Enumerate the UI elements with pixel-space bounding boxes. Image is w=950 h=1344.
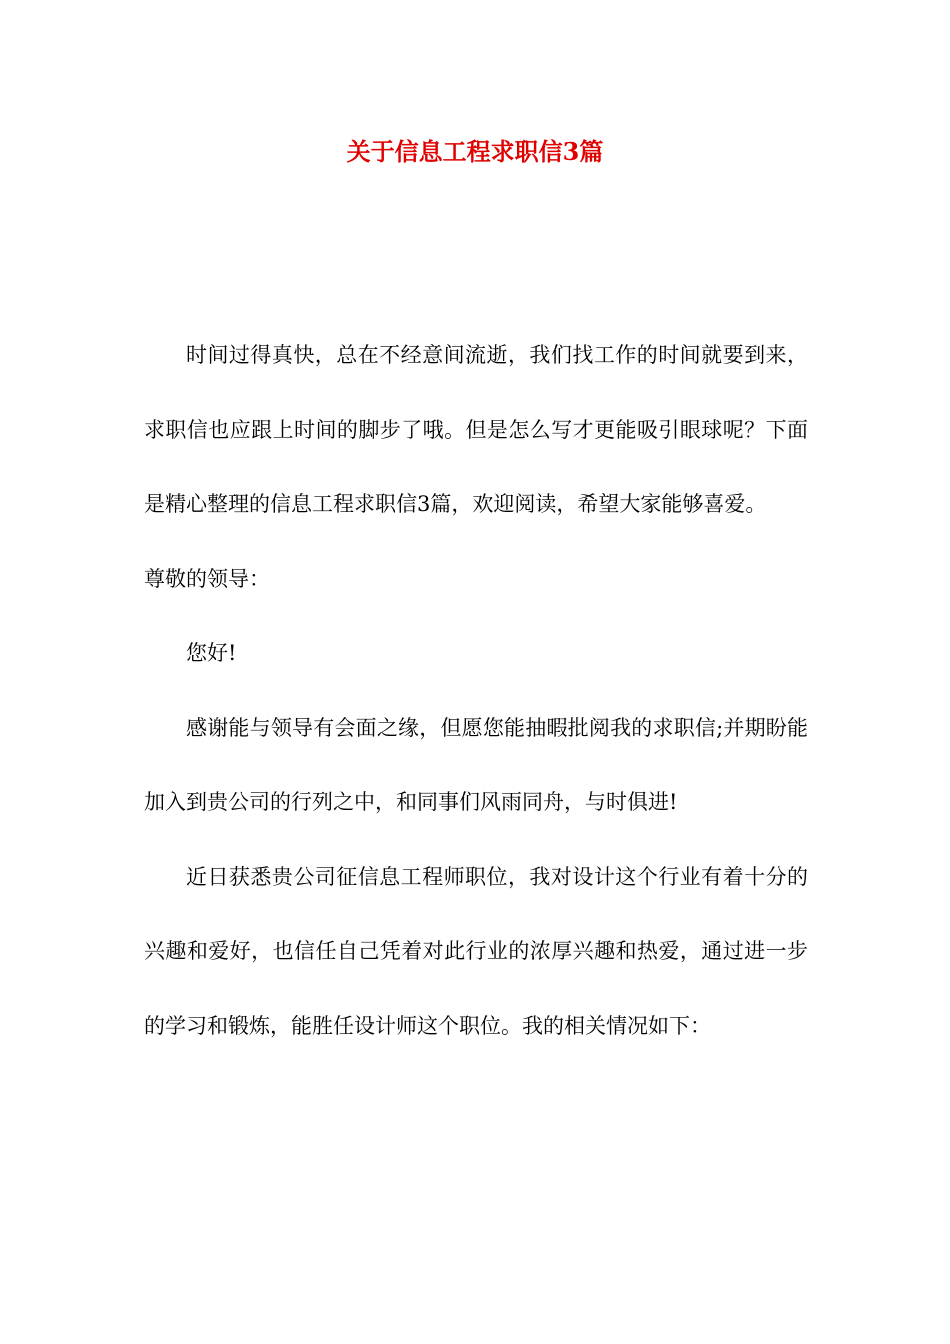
paragraph-greeting: 您好! bbox=[186, 641, 237, 665]
paragraph-salutation: 尊敬的领导： bbox=[144, 566, 270, 591]
paragraph-position: 近日获悉贵公司征信息工程师职位，我对设计这个行业有着十分的兴趣和爱好，也信任自己凭着对此行业的浓厚兴趣和热爱，通过进一步的学习和锻炼，能胜任设计师这个职位。我的相关情况如下： bbox=[144, 864, 808, 1038]
paragraph-thanks: 感谢能与领导有会面之缘，但愿您能抽暇批阅我的求职信;并期盼能加入到贵公司的行列之中，和同事们风雨同舟，与时俱进! bbox=[144, 715, 808, 814]
document-title: 关于信息工程求职信3篇 bbox=[346, 137, 604, 166]
paragraph-intro: 时间过得真快，总在不经意间流逝，我们找工作的时间就要到来，求职信也应跟上时间的脚步了哦。但是怎么写才更能吸引眼球呢？下面是精心整理的信息工程求职信3篇，欢迎阅读，希望大家能够喜爱。 bbox=[144, 343, 808, 516]
document-body bbox=[144, 318, 808, 1063]
